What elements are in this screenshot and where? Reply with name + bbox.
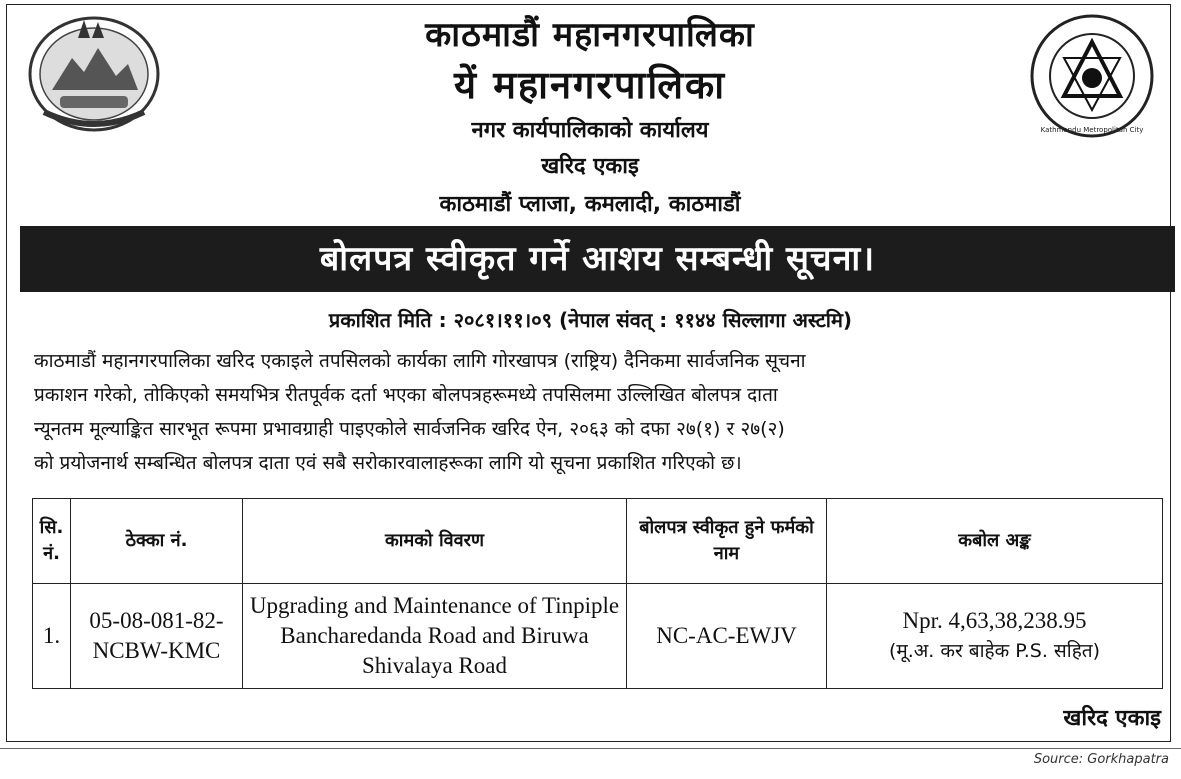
- amount-note: (मू.अ. कर बाहेक P.S. सहित): [888, 640, 1101, 662]
- header-unit-name: खरिद एकाइ: [541, 154, 639, 179]
- col-description: कामको विवरण: [243, 499, 627, 584]
- nepal-government-emblem-icon: [24, 12, 164, 137]
- body-line: प्रकाशन गरेको, तोकिएको समयभित्र रीतपूर्वक दर्ता भएका बोलपत्रहरूमध्ये तपसिलमा उल्लिखित बोलपत्र दाता: [34, 384, 778, 406]
- bottom-divider: [0, 748, 1181, 749]
- col-contract-no: ठेक्का नं.: [71, 499, 243, 584]
- notice-body: [34, 344, 1166, 480]
- amount-value: Npr. 4,63,38,238.95: [902, 608, 1087, 633]
- notice-banner: बोलपत्र स्वीकृत गर्ने आशय सम्बन्धी सूचना।: [20, 226, 1175, 292]
- source-credit: Source: Gorkhapatra: [1033, 752, 1169, 767]
- cell-contract-no: 05-08-081-82-NCBW-KMC: [71, 584, 243, 689]
- body-line: न्यूनतम मूल्याङ्कित सारभूत रूपमा प्रभावग्राही पाइएकोले सार्वजनिक खरिद ऐन, २०६३ को दफा २७(१) र २७(२): [34, 418, 785, 440]
- publication-date: प्रकाशित मिति : २०८१।११।०९ (नेपाल संवत् : ११४४ सिल्लागा अस्टमि): [328, 308, 853, 332]
- header-title-newari: यें महानगरपालिका: [453, 62, 727, 107]
- col-amount: कबोल अङ्क: [827, 499, 1163, 584]
- col-sn: सि. नं.: [33, 499, 71, 584]
- cell-firm: NC-AC-EWJV: [627, 584, 827, 689]
- cell-amount: [827, 584, 1163, 689]
- body-line: काठमाडौं महानगरपालिका खरिद एकाइले तपसिलको कार्यका लागि गोरखापत्र (राष्ट्रिय) दैनिकमा सार्वजनिक सूचना: [34, 350, 806, 372]
- body-line: को प्रयोजनार्थ सम्बन्धित बोलपत्र दाता एवं सबै सरोकारवालाहरूका लागि यो सूचना प्रकाशित गरिएको छ।: [34, 452, 742, 474]
- cell-sn: 1.: [33, 584, 71, 689]
- signoff-unit: खरिद एकाइ: [1063, 706, 1161, 731]
- header-office-name: नगर कार्यपालिकाको कार्यालय: [471, 118, 709, 143]
- table-row: [33, 584, 1163, 689]
- header-title-devanagari: काठमाडौं महानगरपालिका: [425, 15, 755, 55]
- award-table: [32, 498, 1163, 689]
- cell-description: Upgrading and Maintenance of Tinpiple Bancharedanda Road and Biruwa Shivalaya Road: [243, 584, 627, 689]
- seal-text: Kathmandu Metropolitan City: [1040, 126, 1144, 134]
- kathmandu-metropolitan-city-seal-icon: [1028, 12, 1156, 140]
- header-address: काठमाडौं प्लाजा, कमलादी, काठमाडौं: [439, 192, 741, 217]
- col-firm: बोलपत्र स्वीकृत हुने फर्मको नाम: [627, 499, 827, 584]
- table-header-row: [33, 499, 1163, 584]
